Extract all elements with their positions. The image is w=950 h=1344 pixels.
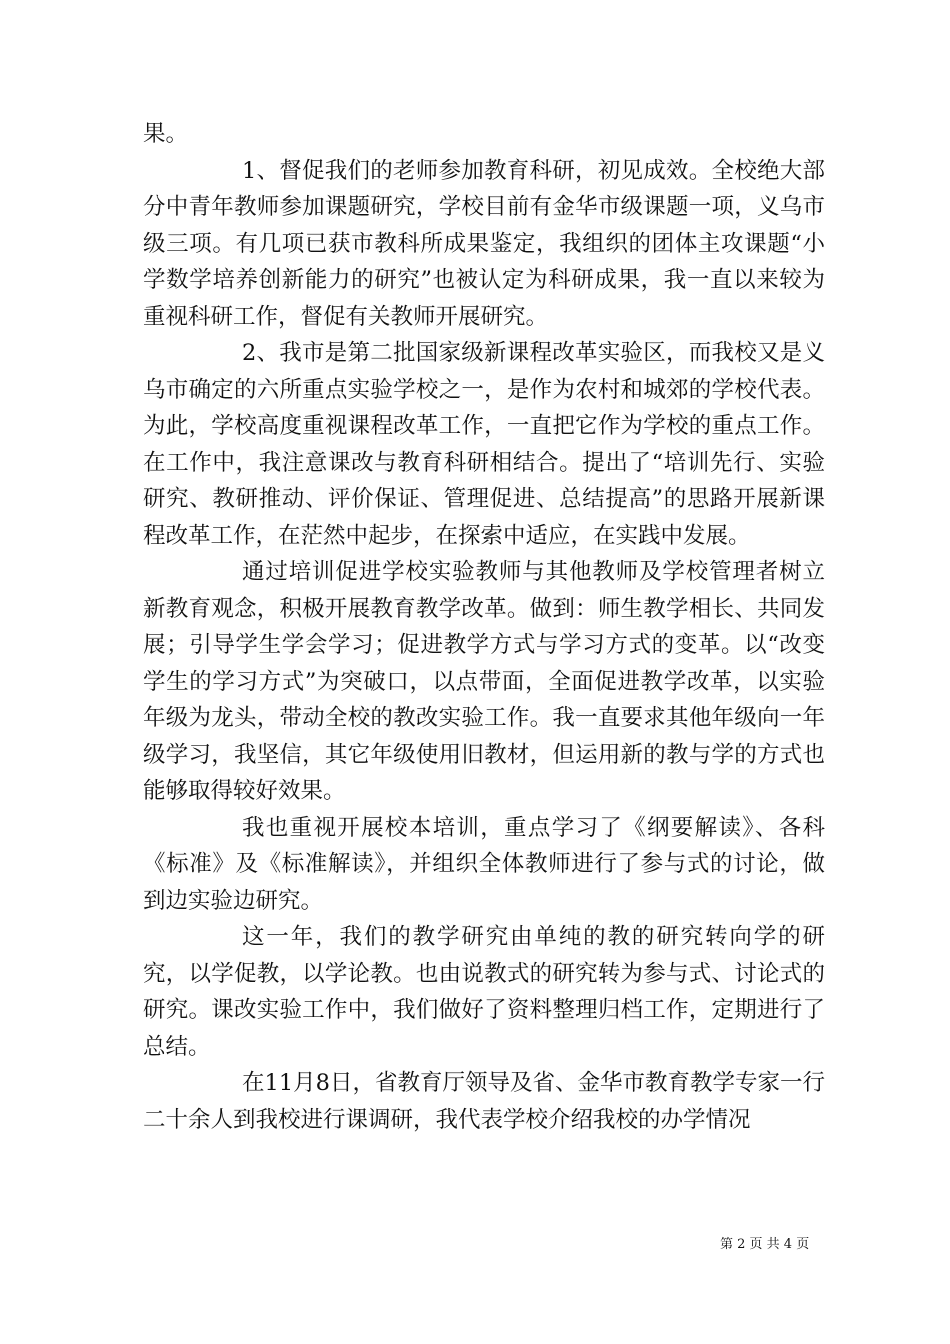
document-body <box>143 116 825 1138</box>
paragraph-school-training: 我也重视开展校本培训，重点学习了《纲要解读》、各科《标准》及《标准解读》，并组织全体教师进行了参与式的讨论，做到边实验边研究。 <box>143 814 825 914</box>
paragraph-research-results: 1、督促我们的老师参加教育科研，初见成效。全校绝大部分中青年教师参加课题研究，学校目前有金华市级课题一项，义乌市级三项。有几项已获市教科所成果鉴定，我组织的团体主攻课题“小学数学培养创新能力的研究”也被认定为科研成果，我一直以来较为重视科研工作，督促有关教师开展研究。 <box>143 157 825 330</box>
paragraph-continuation: 果。 <box>143 121 189 147</box>
paragraph-training: 通过培训促进学校实验教师与其他教师及学校管理者树立新教育观念，积极开展教育教学改革。做到：师生教学相长、共同发展；引导学生学会学习；促进教学方式与学习方式的变革。以“改变学生的学习方式”为突破口，以点带面，全面促进教学改革，以实验年级为龙头，带动全校的教改实验工作。我一直要求其他年级向一年级学习，我坚信，其它年级使用旧教材，但运用新的教与学的方式也能够取得较好效果。 <box>143 559 825 804</box>
page-number-footer: 第 2 页 共 4 页 <box>720 1237 810 1252</box>
paragraph-curriculum-reform: 2、我市是第二批国家级新课程改革实验区，而我校又是义乌市确定的六所重点实验学校之一，是作为农村和城郊的学校代表。为此，学校高度重视课程改革工作，一直把它作为学校的重点工作。在工作中，我注意课改与教育科研相结合。提出了“培训先行、实验研究、教研推动、评价保证、管理促进、总结提高”的思路开展新课程改革工作，在茫然中起步，在探索中适应，在实践中发展。 <box>143 340 825 549</box>
paragraph-teaching-research: 这一年，我们的教学研究由单纯的教的研究转向学的研究，以学促教，以学论教。也由说教式的研究转为参与式、讨论式的研究。课改实验工作中，我们做好了资料整理归档工作，定期进行了总结。 <box>143 924 825 1060</box>
paragraph-visit: 在11月8日，省教育厅领导及省、金华市教育教学专家一行二十余人到我校进行课调研，我代表学校介绍我校的办学情况 <box>143 1070 825 1133</box>
